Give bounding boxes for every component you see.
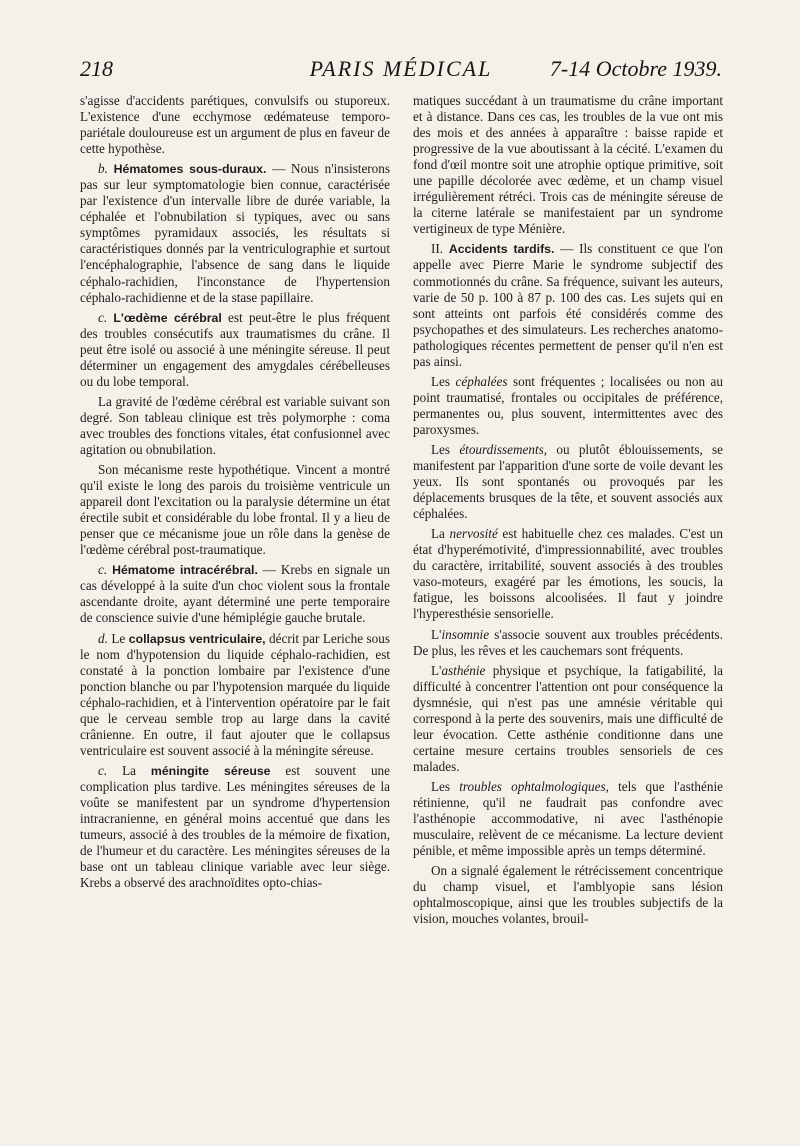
paragraph-troubles-ophtalmologiques (413, 779, 723, 859)
paragraph-text: La (122, 762, 151, 778)
section-heading: L'œdème cérébral (113, 310, 222, 325)
paragraph-text: L' (431, 626, 442, 642)
section-heading: Hématome intracérébral. (112, 563, 258, 578)
section-marker: b. (98, 161, 108, 177)
section-marker: c. (98, 562, 108, 578)
page-header (80, 56, 722, 90)
paragraph-oedeme-cerebral (80, 310, 390, 390)
emphasis-term: étourdissements, (459, 441, 548, 457)
paragraph-text: — Nous n'insisterons pas sur leur symptomatologie bien connue, caractérisée par l'existence d'un intervalle libre de durée variable, la céphalée et l'obnubilation si typiques, avec ou sans symptômes pyramidaux associés, les résultats si caractéristiques donnés par la ventriculographie et surtout l'encéphalographie, l'absence de sang dans le liquide céphalo-rachidien, l'inconstance de l'hypertension céphalo-rachidienne et de la stase papillaire. (80, 161, 391, 305)
paragraph-text: Les (431, 778, 460, 794)
paragraph-text: s'associe souvent aux troubles précédents. De plus, les rêves et les cauchemars sont fréquents. (413, 626, 723, 658)
paragraph: matiques succédant à un traumatisme du crâne important et à distance. Dans ces cas, les troubles de la vue ont mis des mois et des années à apparaître : baisse rapide et progressive de la vue aboutissant à la cécité. L'examen du fond d'œil montre soit une atrophie optique primitive, soit une papille décolorée avec œdème, et un champ visuel irrégulièrement rétréci. Trois cas de méningite séreuse de la citerne latérale se manifestaient par un syndrome vertigineux de type Ménière. (413, 93, 723, 237)
emphasis-term: nervosité (449, 526, 498, 542)
paragraph-text: est peut-être le plus fréquent des troubles consécutifs aux traumatismes du crâne. Il peut être isolé ou associé à une méningite séreuse. Il peut déterminer un engagement des amygdales cérébelleuses ou du lobe temporal. (80, 309, 390, 389)
journal-title: PARIS MÉDICAL (309, 56, 493, 81)
paragraph-hematome-intracerebral (80, 562, 390, 626)
paragraph-insomnie (413, 627, 723, 659)
section-heading: méningite séreuse (150, 763, 271, 778)
section-marker: II. (431, 241, 444, 257)
left-column (80, 93, 390, 891)
section-marker: c. (98, 762, 108, 778)
section-heading: Accidents tardifs. (448, 242, 555, 257)
section-marker: d. (98, 630, 108, 646)
page-number: 218 (80, 56, 113, 81)
paragraph-etourdissements (413, 442, 723, 522)
paragraph-text: tels que l'asthénie rétinienne, qu'il ne faudrait pas confondre avec l'asthénopie accommodative, ni avec l'asthénopie musculaire, relèvent de ce mécanisme. La lecture devient pénible, et même impossible après un temps déterminé. (413, 778, 723, 859)
emphasis-term: insomnie (441, 626, 490, 642)
paragraph-text: est souvent une complication plus tardive. Les méningites séreuses de la voûte se manifestent par un syndrome d'hypertension intracranienne, en général moins accentué que dans les tumeurs, associé à des troubles de la mémoire de fixation, de l'humeur et du caractère. Les méningites séreuses de la base ont un tableau clinique variable avec leur siège. Krebs a observé des arachnoïdites opto-chias- (80, 762, 390, 891)
emphasis-term: céphalées (455, 373, 508, 389)
section-heading: Hématomes sous-duraux. (113, 162, 267, 177)
right-column (413, 93, 723, 927)
section-marker: c. (98, 309, 108, 325)
emphasis-term: asthénie (441, 662, 486, 678)
paragraph-text: Les (431, 373, 456, 389)
paragraph: La gravité de l'œdème cérébral est variable suivant son degré. Son tableau clinique est très polymorphe : coma avec troubles des fonctions vitales, état confusionnel avec agitation ou obnubilation. (80, 393, 390, 457)
paragraph-text: — Krebs en signale un cas développé à la suite d'un choc violent sous la frontale ascendante droite, ayant déterminé une perte temporaire de conscience suivie d'une hémiplégie gauche brutale. (80, 562, 391, 626)
emphasis-term: troubles ophtalmologiques, (459, 778, 609, 794)
paragraph-collapsus-ventriculaire (80, 631, 390, 759)
paragraph-cephalees (413, 374, 723, 438)
paragraph-text: L' (431, 662, 442, 678)
paragraph: s'agisse d'accidents parétiques, convulsifs ou stuporeux. L'existence d'une ecchymose œdémateuse temporo-pariétale douloureuse est un argument de plus en faveur de cette hypothèse. (80, 93, 390, 157)
paragraph-text: Le (111, 630, 129, 646)
issue-date: 7-14 Octobre 1939. (549, 56, 722, 81)
section-heading: collapsus ventriculaire, (128, 631, 266, 646)
paragraph-hematomes-sous-duraux (80, 161, 390, 305)
paragraph-asthenie (413, 663, 723, 775)
paragraph-text: — Ils constituent ce que l'on appelle avec Pierre Marie le syndrome subjectif des commotionnés du crâne. Sa fréquence, suivant les auteurs, varie de 50 p. 100 à 87 p. 100 des cas. Les sujets qui en sont atteints ont parfois été considérés comme des psychopathes et des simulateurs. Les recherches anatomo-pathologiques récentes permettent de penser qu'il n'en est pas ainsi. (413, 241, 724, 369)
paragraph-text: décrit par Leriche sous le nom d'hypotension du liquide céphalo-rachidien, est constaté à la ponction lombaire par l'existence d'une ponction blanche ou par l'hypotension marquée du liquide céphalo-rachidien, et à l'intervention opératoire par le fait que le cerveau semble trop au large dans la cavité crânienne. En outre, il faut ajouter que le collapsus ventriculaire est souvent associé à la méningite séreuse. (80, 630, 390, 758)
paragraph-accidents-tardifs (413, 241, 723, 369)
paragraph-text: Les (431, 441, 460, 457)
paragraph: On a signalé également le rétrécissement concentrique du champ visuel, et l'amblyopie sans lésion ophtalmoscopique, ainsi que les troubles subjectifs de la vision, mouches volantes, brouil- (413, 863, 723, 927)
paragraph-meningite-sereuse (80, 763, 390, 891)
paragraph-text: ou plutôt éblouissements, se manifestent par l'apparition d'une sorte de voile devant les yeux. Ils sont spontanés ou provoqués par les déplacements brusques de la tête, et souvent associés aux céphalées. (413, 441, 723, 522)
paragraph-text: La (431, 526, 450, 542)
paragraph-nervosite (413, 526, 723, 622)
paragraph-text: est habituelle chez ces malades. C'est un état d'hyperémotivité, d'impressionnabilité, avec troubles du caractère, irritabilité, souvent associés à des troubles vaso-moteurs, exagéré par les émotions, les soucis, la fatigue, les boissons alcoolisées. Il faut y joindre l'hyperesthésie sensorielle. (413, 526, 723, 622)
paragraph: Son mécanisme reste hypothétique. Vincent a montré qu'il existe le long des parois du troisième ventricule un appareil dont l'excitation ou la paralysie détermine un état érectile subit et considérable du lobe frontal. Il y a lieu de penser que ce mécanisme joue un rôle dans la genèse de l'œdème cérébral post-traumatique. (80, 462, 390, 558)
paragraph-text: physique et psychique, la fatigabilité, la difficulté à concentrer l'attention ont pour conséquence la dysmnésie, qui n'est pas une amnésie véritable qui correspond à la perte des souvenirs, mais une difficulté de leur évocation. Cette asthénie conditionne dans une certaine mesure certains troubles sensoriels de ces malades. (413, 662, 723, 774)
paragraph-text: sont fréquentes ; localisées ou non au point traumatisé, frontales ou occipitales de préférence, permanentes ou, plus souvent, intermittentes avec des paroxysmes. (413, 373, 724, 437)
